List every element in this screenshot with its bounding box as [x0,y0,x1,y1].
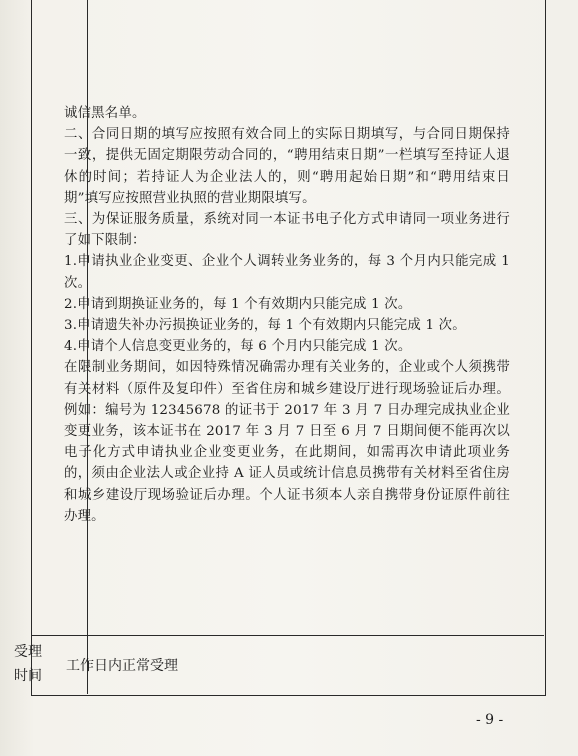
row-divider [32,635,544,636]
paragraph-example: 在限制业务期间，如因特殊情况确需办理有关业务的，企业或个人须携带有关材料（原件及复印件）至省住房和城乡建设厅进行现场验证后办理。例如：编号为 12345678 的证书于 2017 年 3 月 7 日办理完成执业企业变更业务，该本证书在 2017 年 3 月 7 日至 6 月 7 日期间便不能再次以电子化方式申请执业企业变更业务，在此期间，如需再次申请此项业务的，须由企业法人或企业持 A 证人员或统计信息员携带有关材料至省住房和城乡建设厅现场验证后办理。个人证书须本人亲自携带身份证原件前往办理。 [64,360,510,524]
acceptance-time-label [2,640,54,688]
paragraph-contract-date: 二、合同日期的填写应按照有效合同上的实际日期填写，与合同日期保持一致，提供无固定期限劳动合同的，“聘用结束日期”一栏填写至持证人退休的时间；若持证人为企业法人的，则“聘用起始日期”和“聘用结束日期”填写应按照营业执照的营业期限填写。 [64,127,510,206]
restriction-item-3: 3.申请遗失补办污损换证业务的，每 1 个有效期内只能完成 1 次。 [64,318,466,334]
acceptance-time-value: 工作日内正常受理 [66,658,178,674]
paragraph-blacklist: 诚信黑名单。 [64,106,146,121]
page-number: - 9 - [476,712,504,728]
restriction-item-1: 1.申请执业企业变更、企业个人调转业务业务的，每 3 个月内只能完成 1 次。 [64,254,510,291]
restriction-item-4: 4.申请个人信息变更业务的，每 6 个月内只能完成 1 次。 [64,339,412,355]
label-line-1: 受理 [14,644,42,660]
label-line-2: 时间 [14,668,42,684]
paragraph-restrictions: 三、为保证服务质量，系统对同一本证书电子化方式申请同一项业务进行了如下限制： [64,212,510,249]
notes-cell [64,103,510,527]
restriction-item-2: 2.申请到期换证业务的，每 1 个有效期内只能完成 1 次。 [64,296,412,312]
